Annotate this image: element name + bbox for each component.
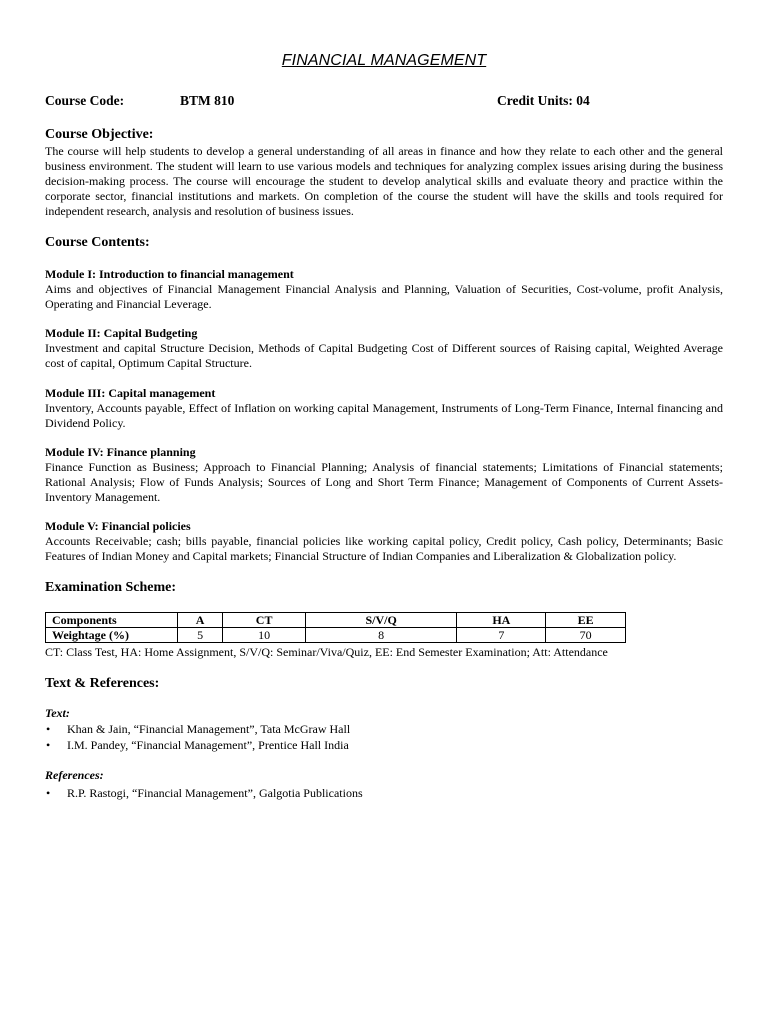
module-4-text: Finance Function as Business; Approach to Financial Planning; Analysis of financial statements; Limitations of Financial statements; Rational Analysis; Flow of Funds Analysis; Sources of Long and Short Term Finance; Management of Components of Current Assets-Inventory Management. [45, 460, 723, 504]
module-4-title: Module IV: Finance planning [45, 445, 196, 459]
document-title: FINANCIAL MANAGEMENT [281, 52, 487, 69]
course-code-row [45, 93, 725, 111]
module-2-title: Module II: Capital Budgeting [45, 326, 198, 340]
exam-table [45, 612, 626, 643]
module-3-title: Module III: Capital management [45, 386, 216, 400]
list-item [45, 737, 350, 753]
references-list [45, 785, 363, 801]
table-header-cell: A [178, 613, 223, 628]
table-header-cell: CT [223, 613, 306, 628]
table-cell: 8 [305, 628, 456, 643]
list-item-text: Khan & Jain, “Financial Management”, Tata McGraw Hall [67, 722, 351, 736]
contents-heading: Course Contents: [45, 235, 150, 250]
list-item [45, 721, 350, 737]
references-label: References: [45, 768, 104, 782]
text-label: Text: [45, 706, 70, 720]
objective-text: The course will help students to develop a general understanding of all areas in finance and how they relate to each other and the general business environment. The student will learn to use various models and techniques for analyzing complex issues arising during the business decision-making process. The course will encourage the student to develop analytical skills and evaluate theory and practice within the corporate sector, financial institutions and markets. On completion of the course the student will have the skills and tools required for independent research, analysis and resolution of business issues. [45, 144, 723, 218]
text-list [45, 721, 350, 753]
bullet-icon: • [46, 786, 51, 800]
exam-heading: Examination Scheme: [45, 580, 177, 595]
table-cell: 10 [223, 628, 306, 643]
bullet-icon: • [46, 722, 51, 736]
table-header-cell: EE [546, 613, 626, 628]
bullet-icon: • [46, 738, 51, 752]
table-header-row [46, 613, 626, 628]
credit-units: Credit Units: 04 [497, 93, 590, 108]
references-heading: Text & References: [45, 676, 160, 691]
course-code-label: Course Code: [45, 93, 125, 108]
module-5-title: Module V: Financial policies [45, 519, 191, 533]
table-header-cell: HA [457, 613, 546, 628]
module-1-text: Aims and objectives of Financial Management Financial Analysis and Planning, Valuation of Securities, Cost-volume, profit Analysis, Operating and Financial Leverage. [45, 282, 723, 311]
table-cell: 5 [178, 628, 223, 643]
table-cell: 7 [457, 628, 546, 643]
table-cell: 70 [546, 628, 626, 643]
module-1-title: Module I: Introduction to financial management [45, 267, 294, 281]
module-5-text: Accounts Receivable; cash; bills payable, financial policies like working capital policy, Credit policy, Cash policy, Determinants; Basic Features of Indian Money and Capital markets; Financial Structure of Indian Companies and Liberalization & Globalization policy. [45, 534, 723, 563]
table-header-cell: Components [46, 613, 178, 628]
table-cell: Weightage (%) [46, 628, 178, 643]
exam-legend-note: CT: Class Test, HA: Home Assignment, S/V/Q: Seminar/Viva/Quiz, EE: End Semester Examination; Att: Attendance [45, 645, 608, 659]
table-header-cell: S/V/Q [305, 613, 456, 628]
module-3-text: Inventory, Accounts payable, Effect of Inflation on working capital Management, Instruments of Long-Term Finance, Internal financing and Dividend Policy. [45, 401, 723, 430]
list-item [45, 785, 363, 801]
objective-heading: Course Objective: [45, 127, 154, 142]
course-code-value: BTM 810 [180, 93, 235, 108]
module-2-text: Investment and capital Structure Decision, Methods of Capital Budgeting Cost of Different sources of Raising capital, Weighted Average cost of capital, Optimum Capital Structure. [45, 341, 723, 370]
list-item-text: I.M. Pandey, “Financial Management”, Prentice Hall India [67, 738, 349, 752]
table-row [46, 628, 626, 643]
list-item-text: R.P. Rastogi, “Financial Management”, Galgotia Publications [67, 786, 363, 800]
